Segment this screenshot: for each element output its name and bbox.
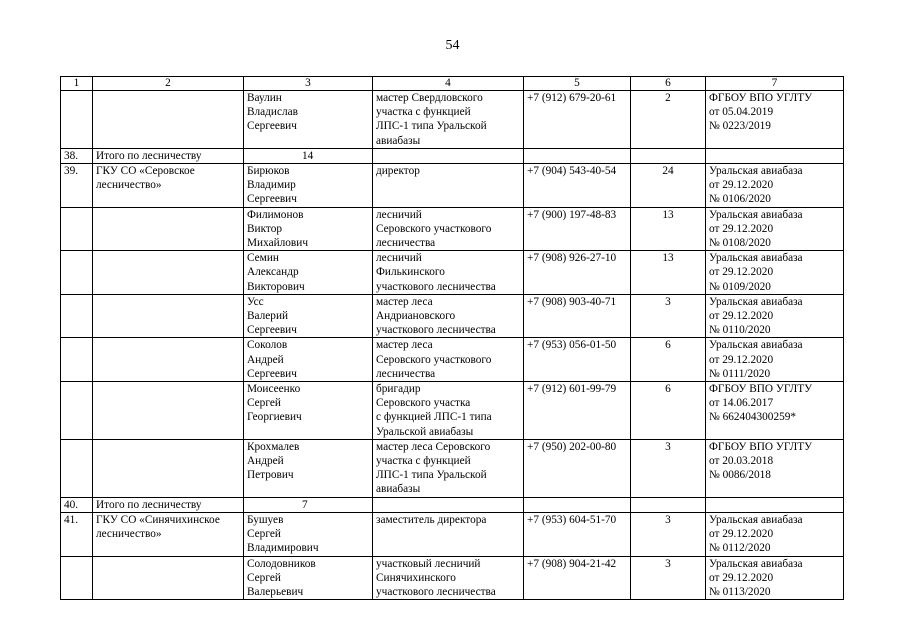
position-cell-line: заместитель директора xyxy=(376,513,487,526)
row-number xyxy=(61,207,93,251)
certificate-cell-line: от 29.12.2020 xyxy=(709,528,774,541)
certificate-cell-line: от 29.12.2020 xyxy=(709,222,774,235)
phone-cell: +7 (908) 926-27-10 xyxy=(524,251,631,295)
certificate-cell-line: № 0112/2020 xyxy=(709,542,771,555)
experience-count-cell: 3 xyxy=(631,512,706,556)
position-cell-line: авиабазы xyxy=(376,134,421,147)
empty-cell xyxy=(631,497,706,512)
position-cell-line: мастер леса Серовского xyxy=(376,440,491,453)
table-row xyxy=(61,251,844,295)
person-name-cell-line: Сергеевич xyxy=(247,367,297,380)
table-row xyxy=(61,382,844,440)
position-cell-line: Синячихинского xyxy=(376,571,456,584)
certificate-cell xyxy=(706,439,844,497)
position-cell-line: лесничества xyxy=(376,367,436,380)
experience-count-cell: 3 xyxy=(631,294,706,338)
certificate-cell xyxy=(706,382,844,440)
person-name-cell-line: Виктор xyxy=(247,222,283,235)
person-name-cell-line: Моисеенко xyxy=(247,383,301,396)
phone-cell: +7 (908) 904-21-42 xyxy=(524,556,631,600)
position-cell xyxy=(373,207,524,251)
certificate-cell-line: от 29.12.2020 xyxy=(709,310,774,323)
certificate-cell-line: № 0223/2019 xyxy=(709,120,771,133)
person-name-cell-line: Солодовников xyxy=(247,557,316,570)
phone-cell: +7 (900) 197-48-83 xyxy=(524,207,631,251)
row-number xyxy=(61,556,93,600)
phone-cell: +7 (950) 202-00-80 xyxy=(524,439,631,497)
position-cell-line: мастер Свердловского xyxy=(376,92,483,104)
person-name-cell xyxy=(244,439,373,497)
empty-cell xyxy=(631,148,706,163)
person-name-cell-line: Крохмалев xyxy=(247,440,300,453)
phone-cell: +7 (904) 543-40-54 xyxy=(524,164,631,208)
person-name-cell xyxy=(244,512,373,556)
position-cell-line: Серовского участка xyxy=(376,397,471,410)
person-name-cell-line: Владислав xyxy=(247,106,298,119)
position-cell xyxy=(373,251,524,295)
position-cell-line: лесничий xyxy=(376,252,422,265)
person-name-cell-line: Михайлович xyxy=(247,237,308,250)
empty-cell xyxy=(706,148,844,163)
row-number xyxy=(61,294,93,338)
certificate-cell-line: № 662404300259* xyxy=(709,411,797,424)
person-name-cell-line: Сергей xyxy=(247,528,281,541)
organization-cell xyxy=(93,512,244,556)
position-cell-line: с функцией ЛПС-1 типа xyxy=(376,411,492,424)
certificate-cell-line: № 0086/2018 xyxy=(709,469,771,482)
experience-count-cell: 3 xyxy=(631,556,706,600)
experience-count-cell: 6 xyxy=(631,382,706,440)
table-row xyxy=(61,512,844,556)
person-name-cell-line: Бушуев xyxy=(247,513,284,526)
position-cell-line: директор xyxy=(376,165,420,178)
person-name-cell xyxy=(244,91,373,149)
person-name-cell-line: Александр xyxy=(247,266,299,279)
certificate-cell-line: от 29.12.2020 xyxy=(709,266,774,279)
person-name-cell xyxy=(244,164,373,208)
row-number xyxy=(61,439,93,497)
total-value: 14 xyxy=(244,148,373,163)
person-name-cell-line: Филимонов xyxy=(247,208,304,221)
position-cell-line: Андриановского xyxy=(376,310,456,323)
person-name-cell-line: Бирюков xyxy=(247,165,290,178)
column-number-cell: 3 xyxy=(244,77,373,91)
row-number xyxy=(61,338,93,382)
certificate-cell-line: от 14.06.2017 xyxy=(709,397,774,410)
organization-cell-line: лесничество» xyxy=(96,528,162,541)
position-cell-line: участкового лесничества xyxy=(376,324,496,337)
person-name-cell xyxy=(244,294,373,338)
organization-cell xyxy=(93,294,244,338)
empty-cell xyxy=(373,497,524,512)
position-cell-line: Уральской авиабазы xyxy=(376,425,474,438)
position-cell xyxy=(373,512,524,556)
certificate-cell xyxy=(706,164,844,208)
experience-count-cell: 24 xyxy=(631,164,706,208)
organization-cell xyxy=(93,338,244,382)
certificate-cell-line: № 0110/2020 xyxy=(709,324,771,337)
table-row xyxy=(61,556,844,600)
column-number-cell: 7 xyxy=(706,77,844,91)
experience-count-cell: 3 xyxy=(631,439,706,497)
position-cell-line: участкового лесничества xyxy=(376,585,496,598)
person-name-cell-line: Андрей xyxy=(247,455,284,468)
position-cell xyxy=(373,164,524,208)
row-number: 41. xyxy=(61,512,93,556)
certificate-cell-line: Уральская авиабаза xyxy=(709,557,803,570)
position-cell-line: Серовского участкового xyxy=(376,222,492,235)
column-number-cell: 4 xyxy=(373,77,524,91)
certificate-cell xyxy=(706,207,844,251)
position-cell xyxy=(373,294,524,338)
certificate-cell-line: № 0109/2020 xyxy=(709,280,771,293)
certificate-cell-line: Уральская авиабаза xyxy=(709,295,803,308)
column-number-cell: 1 xyxy=(61,77,93,91)
column-number-cell: 2 xyxy=(93,77,244,91)
phone-cell: +7 (912) 601-99-79 xyxy=(524,382,631,440)
certificate-cell xyxy=(706,91,844,149)
organization-cell xyxy=(93,251,244,295)
forest-staff-table xyxy=(60,76,844,600)
empty-cell xyxy=(373,148,524,163)
table-body xyxy=(61,77,844,600)
position-cell-line: ЛПС-1 типа Уральской xyxy=(376,469,487,482)
person-name-cell-line: Владимирович xyxy=(247,542,319,555)
person-name-cell-line: Ваулин xyxy=(247,92,282,104)
row-number: 40. xyxy=(61,497,93,512)
column-number-row xyxy=(61,77,844,91)
certificate-cell-line: Уральская авиабаза xyxy=(709,513,803,526)
table-row xyxy=(61,164,844,208)
table-row xyxy=(61,207,844,251)
person-name-cell-line: Викторович xyxy=(247,280,305,293)
total-label: Итого по лесничеству xyxy=(93,148,244,163)
total-row xyxy=(61,148,844,163)
certificate-cell xyxy=(706,512,844,556)
phone-cell: +7 (908) 903-40-71 xyxy=(524,294,631,338)
person-name-cell-line: Соколов xyxy=(247,339,288,352)
table-row xyxy=(61,338,844,382)
position-cell-line: авиабазы xyxy=(376,483,421,496)
row-number: 39. xyxy=(61,164,93,208)
position-cell-line: мастер леса xyxy=(376,295,433,308)
person-name-cell xyxy=(244,556,373,600)
column-number-cell: 5 xyxy=(524,77,631,91)
certificate-cell-line: ФГБОУ ВПО УГЛТУ xyxy=(709,440,813,453)
total-label: Итого по лесничеству xyxy=(93,497,244,512)
position-cell-line: мастер леса xyxy=(376,339,433,352)
certificate-cell-line: Уральская авиабаза xyxy=(709,339,803,352)
organization-cell xyxy=(93,91,244,149)
column-number-cell: 6 xyxy=(631,77,706,91)
organization-cell xyxy=(93,382,244,440)
total-value: 7 xyxy=(244,497,373,512)
organization-cell xyxy=(93,207,244,251)
table-row xyxy=(61,439,844,497)
person-name-cell-line: Усс xyxy=(247,295,264,308)
certificate-cell-line: Уральская авиабаза xyxy=(709,165,803,178)
person-name-cell-line: Сергей xyxy=(247,571,281,584)
row-number xyxy=(61,382,93,440)
position-cell xyxy=(373,382,524,440)
position-cell xyxy=(373,556,524,600)
position-cell-line: участкового лесничества xyxy=(376,280,496,293)
organization-cell xyxy=(93,556,244,600)
certificate-cell-line: от 29.12.2020 xyxy=(709,179,774,192)
person-name-cell-line: Сергеевич xyxy=(247,193,297,206)
phone-cell: +7 (953) 056-01-50 xyxy=(524,338,631,382)
person-name-cell-line: Валерий xyxy=(247,310,289,323)
certificate-cell xyxy=(706,294,844,338)
experience-count-cell: 2 xyxy=(631,91,706,149)
empty-cell xyxy=(524,148,631,163)
certificate-cell xyxy=(706,338,844,382)
organization-cell xyxy=(93,164,244,208)
certificate-cell xyxy=(706,556,844,600)
organization-cell-line: ГКУ СО «Серовское xyxy=(96,165,195,178)
certificate-cell-line: Уральская авиабаза xyxy=(709,208,803,221)
organization-cell xyxy=(93,439,244,497)
phone-cell: +7 (912) 679-20-61 xyxy=(524,91,631,149)
row-number xyxy=(61,251,93,295)
certificate-cell-line: ФГБОУ ВПО УГЛТУ xyxy=(709,383,813,396)
person-name-cell-line: Сергеевич xyxy=(247,324,297,337)
table-row xyxy=(61,91,844,149)
person-name-cell-line: Георгиевич xyxy=(247,411,302,424)
position-cell xyxy=(373,91,524,149)
certificate-cell xyxy=(706,251,844,295)
position-cell-line: Филькинского xyxy=(376,266,445,279)
empty-cell xyxy=(706,497,844,512)
person-name-cell xyxy=(244,207,373,251)
certificate-cell-line: № 0108/2020 xyxy=(709,237,771,250)
person-name-cell-line: Семин xyxy=(247,252,279,265)
position-cell xyxy=(373,338,524,382)
certificate-cell-line: № 0106/2020 xyxy=(709,193,771,206)
certificate-cell-line: ФГБОУ ВПО УГЛТУ xyxy=(709,92,813,104)
row-number xyxy=(61,91,93,149)
page-number: 54 xyxy=(445,38,460,53)
organization-cell-line: лесничество» xyxy=(96,179,162,192)
experience-count-cell: 6 xyxy=(631,338,706,382)
position-cell-line: лесничества xyxy=(376,237,436,250)
person-name-cell-line: Сергеевич xyxy=(247,120,297,133)
person-name-cell xyxy=(244,251,373,295)
position-cell-line: участка с функцией xyxy=(376,455,471,468)
experience-count-cell: 13 xyxy=(631,251,706,295)
position-cell xyxy=(373,439,524,497)
certificate-cell-line: от 29.12.2020 xyxy=(709,571,774,584)
certificate-cell-line: Уральская авиабаза xyxy=(709,252,803,265)
phone-cell: +7 (953) 604-51-70 xyxy=(524,512,631,556)
position-cell-line: лесничий xyxy=(376,208,422,221)
person-name-cell-line: Сергей xyxy=(247,397,281,410)
person-name-cell-line: Андрей xyxy=(247,353,284,366)
person-name-cell-line: Владимир xyxy=(247,179,296,192)
certificate-cell-line: № 0113/2020 xyxy=(709,585,771,598)
certificate-cell-line: № 0111/2020 xyxy=(709,367,771,380)
person-name-cell-line: Валерьевич xyxy=(247,585,304,598)
experience-count-cell: 13 xyxy=(631,207,706,251)
row-number: 38. xyxy=(61,148,93,163)
certificate-cell-line: от 29.12.2020 xyxy=(709,353,774,366)
table-row xyxy=(61,294,844,338)
person-name-cell xyxy=(244,338,373,382)
empty-cell xyxy=(524,497,631,512)
certificate-cell-line: от 20.03.2018 xyxy=(709,455,774,468)
person-name-cell xyxy=(244,382,373,440)
position-cell-line: ЛПС-1 типа Уральской xyxy=(376,120,487,133)
position-cell-line: участковый лесничий xyxy=(376,557,481,570)
person-name-cell-line: Петрович xyxy=(247,469,294,482)
position-cell-line: Серовского участкового xyxy=(376,353,492,366)
position-cell-line: участка с функцией xyxy=(376,106,471,119)
certificate-cell-line: от 05.04.2019 xyxy=(709,106,774,119)
organization-cell-line: ГКУ СО «Синячихинское xyxy=(96,513,220,526)
position-cell-line: бригадир xyxy=(376,383,421,396)
total-row xyxy=(61,497,844,512)
